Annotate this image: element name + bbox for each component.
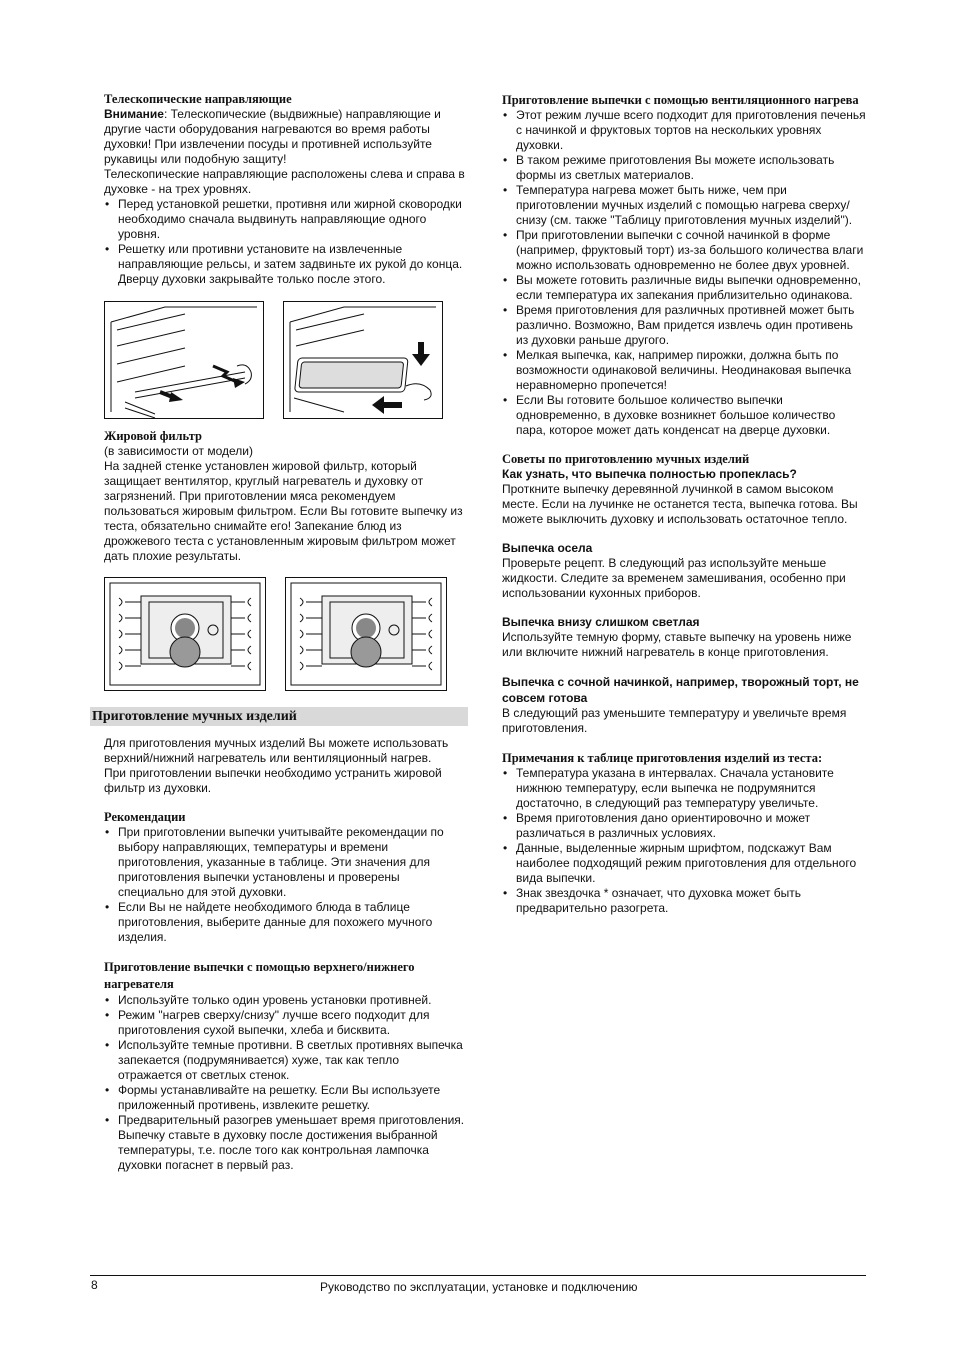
rail-extend-illustration (104, 301, 264, 419)
tips-heading: Советы по приготовлению мучных изделий (502, 452, 750, 466)
list-item: • Используйте только один уровень установки противней. (118, 993, 466, 1008)
grease-sub: (в зависимости от модели) (104, 444, 253, 458)
tip-q4: Выпечка с сочной начинкой, например, творожный торт, не совсем готова (502, 675, 859, 705)
filter-figures (104, 577, 466, 691)
list-item: • Этот режим лучше всего подходит для приготовления печенья с начинкой и фруктовых тортов на нескольких уровнях духовки. (516, 108, 866, 153)
section-title-bar (90, 707, 468, 726)
list-item: • Если Вы готовите большое количество выпечки одновременно, в духовке возникнет большое количество пара, которое может дать конденсат на дверце духовки. (516, 393, 866, 438)
notes-heading: Примечания к таблице приготовления изделий из теста: (502, 751, 823, 765)
list-item: • Время приготовления для различных противней может быть различно. Возможно, Вам придется извлечь один противень из духовки раньше другого. (516, 303, 866, 348)
tip-q3: Выпечка внизу слишком светлая (502, 615, 700, 629)
tip-a3: Используйте темную форму, ставьте выпечку на уровень ниже или включите нижний нагреватель в конце приготовления. (502, 630, 852, 659)
list-item: • Формы устанавливайте на решетку. Если Вы используете приложенный противень, извлеките решетку. (118, 1083, 466, 1113)
list-item: • Данные, выделенные жирным шрифтом, подскажут Вам наиболее подходящий режим приготовления для отдельного вида выпечки. (516, 841, 866, 886)
list-item: • При приготовлении выпечки учитывайте рекомендации по выбору направляющих, температуры и времени приготовления, указанные в таблице. Эти значения для приготовления выпечки установлены и проверены специально для этой духовки. (118, 825, 466, 900)
list-item: • В таком режиме приготовления Вы можете использовать формы из светлых материалов. (516, 153, 866, 183)
telescopic-attention (104, 107, 466, 167)
intro-1: Для приготовления мучных изделий Вы можете использовать верхний/нижний нагреватель или вентиляционный нагрев. (104, 736, 449, 765)
grease-text: На задней стенке установлен жировой фильтр, который защищает вентилятор, круглый нагреватель и духовку от загрязнений. При приготовлении мяса рекомендуем пользоваться жировым фильтром. Если Вы готовите выпечку из теста, обязательно снимайте его! Запекание блюд из дрожжевого теста с установленным жировым фильтром может дать плохие результаты. (104, 459, 463, 563)
topbottom-bullets (104, 993, 466, 1173)
left-column (104, 92, 466, 691)
telescopic-bullets (104, 197, 466, 287)
recs-bullets (104, 825, 466, 945)
list-item: • Используйте темные противни. В светлых противнях выпечка запекается (подрумянивается) хуже, так как тепло отражается от светлых стенок. (118, 1038, 466, 1083)
grease-heading: Жировой фильтр (104, 429, 202, 443)
list-item: • Предварительный разогрев уменьшает время приготовления. Выпечку ставьте в духовку после достижения выбранной температуры, т.е. после того как контрольная лампочка духовки погаснет в первый раз. (118, 1113, 466, 1173)
tip-a1: Проткните выпечку деревянной лучинкой в самом высоком месте. Если на лучинке не останется теста, выпечка готова. Вы можете выключить духовку и использовать остаточное тепло. (502, 482, 858, 526)
list-item: • Температура указана в интервалах. Сначала установите нижнюю температуру, если выпечка не подрумянится достаточно, в следующий раз температуру увеличьте. (516, 766, 866, 811)
footer-divider (90, 1275, 866, 1276)
tip-a2: Проверьте рецепт. В следующий раз используйте меньше жидкости. Следите за временем замешивания, особенно при использовании кухонных приборов. (502, 556, 846, 600)
left-column-lower (104, 736, 466, 1173)
tip-q2: Выпечка осела (502, 541, 593, 555)
list-item: • Время приготовления дано ориентировочно и может различаться в различных условиях. (516, 811, 866, 841)
telescopic-para: Телескопические направляющие расположены слева и справа в духовке - на трех уровнях. (104, 167, 465, 196)
right-column (502, 92, 866, 916)
list-item: • Знак звездочка * означает, что духовка может быть предварительно разогрета. (516, 886, 866, 916)
list-item: • Режим "нагрев сверху/снизу" лучше всего подходит для приготовления сухой выпечки, хлеба и бисквита. (118, 1008, 466, 1038)
attention-label: Внимание (104, 107, 164, 121)
list-item: • Перед установкой решетки, противня или жирной сковородки необходимо сначала выдвинуть направляющие одного уровня. (118, 197, 466, 242)
list-item: • Мелкая выпечка, как, например пирожки, должна быть по возможности одинаковой величины. Неодинаковая выпечка неравномерно пропечется! (516, 348, 866, 393)
tip-q1: Как узнать, что выпечка полностью пропеклась? (502, 467, 797, 481)
telescopic-heading: Телескопические направляющие (104, 92, 292, 106)
attention-text: : Телескопические (выдвижные) направляющие и другие части оборудования нагреваются во время работы духовки! При извлечении посуды и противней используйте рукавицы или подобную защиту! (104, 107, 441, 166)
footer-text: Руководство по эксплуатации, установке и подключению (320, 1280, 638, 1294)
grease-filter-illustration-a (104, 577, 266, 691)
list-item: • Если Вы не найдете необходимого блюда в таблице приготовления, выберите данные для похожего мучного изделия. (118, 900, 466, 945)
list-item: • При приготовлении выпечки с сочной начинкой в форме (например, фруктовый торт) из-за большого количества влаги можно использовать одновременно не более двух уровней. (516, 228, 866, 273)
tip-a4: В следующий раз уменьшите температуру и увеличьте время приготовления. (502, 706, 847, 735)
intro-2: При приготовлении выпечки необходимо устранить жировой фильтр из духовки. (104, 766, 442, 795)
rail-figures (104, 301, 466, 419)
section-title: Приготовление мучных изделий (92, 709, 297, 724)
tray-insert-illustration (283, 301, 443, 419)
page-number: 8 (91, 1278, 98, 1292)
notes-bullets (502, 766, 866, 916)
fan-heading: Приготовление выпечки с помощью вентиляционного нагрева (502, 93, 859, 107)
fan-bullets (502, 108, 866, 438)
topbottom-heading: Приготовление выпечки с помощью верхнего/нижнего нагревателя (104, 960, 415, 991)
list-item: • Температура нагрева может быть ниже, чем при приготовлении мучных изделий с помощью нагрева сверху/ снизу (см. также "Таблицу приготовления мучных изделий"). (516, 183, 866, 228)
recs-heading: Рекомендации (104, 810, 186, 824)
list-item: • Решетку или противни установите на извлеченные направляющие рельсы, и затем задвиньте их рукой до конца. Дверцу духовки закрывайте только после этого. (118, 242, 466, 287)
list-item: • Вы можете готовить различные виды выпечки одновременно, если температура их запекания приблизительно одинакова. (516, 273, 866, 303)
grease-filter-illustration-b (285, 577, 447, 691)
